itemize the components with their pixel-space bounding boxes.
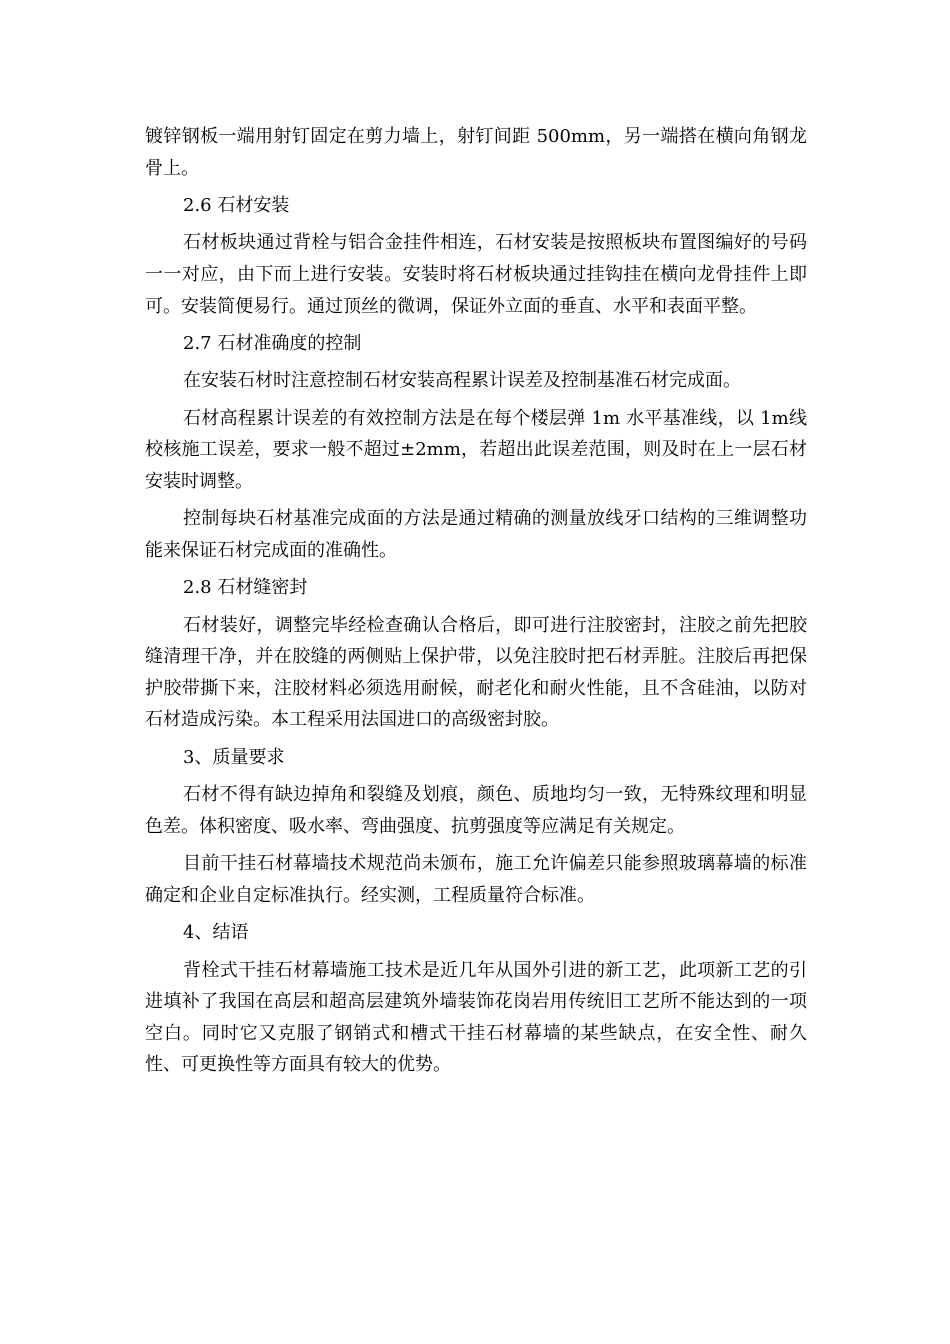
paragraph-steel-plate-fixing: 镀锌钢板一端用射钉固定在剪力墙上，射钉间距 500mm，另一端搭在横向角钢龙骨上。 bbox=[145, 126, 807, 179]
paragraph-accuracy-intro: 在安装石材时注意控制石材安装高程累计误差及控制基准石材完成面。 bbox=[183, 370, 741, 392]
paragraph-stone-quality: 石材不得有缺边掉角和裂缝及划痕，颜色、质地均匀一致，无特殊纹理和明显色差。体积密度、吸水率、弯曲强度、抗剪强度等应满足有关规定。 bbox=[145, 784, 807, 837]
paragraph-joint-sealing: 石材装好，调整完毕经检查确认合格后，即可进行注胶密封，注胶之前先把胶缝清理干净，并在胶缝的两侧贴上保护带，以免注胶时把石材弄脏。注胶后再把保护胶带撕下来，注胶材料必须选用耐候，耐老化和耐火性能，且不含硅油，以防对石材造成污染。本工程采用法国进口的高级密封胶。 bbox=[145, 614, 807, 731]
heading-2-6-stone-installation: 2.6 石材安装 bbox=[183, 194, 290, 216]
document-page bbox=[145, 121, 807, 1087]
heading-2-8-joint-sealing: 2.8 石材缝密封 bbox=[183, 577, 308, 599]
heading-2-7-accuracy-control: 2.7 石材准确度的控制 bbox=[183, 332, 362, 354]
paragraph-elevation-error-control: 石材高程累计误差的有效控制方法是在每个楼层弹 1m 水平基准线，以 1m线校核施工误差，要求一般不超过±2mm，若超出此误差范围，则及时在上一层石材安装时调整。 bbox=[145, 407, 807, 492]
heading-4-conclusion: 4、结语 bbox=[183, 922, 249, 944]
heading-3-quality-requirements: 3、质量要求 bbox=[183, 746, 285, 768]
paragraph-tolerance-standard: 目前干挂石材幕墙技术规范尚未颁布，施工允许偏差只能参照玻璃幕墙的标准确定和企业自定标准执行。经实测，工程质量符合标准。 bbox=[145, 853, 807, 906]
paragraph-conclusion: 背栓式干挂石材幕墙施工技术是近几年从国外引进的新工艺，此项新工艺的引进填补了我国在高层和超高层建筑外墙装饰花岗岩用传统旧工艺所不能达到的一项空白。同时它又克服了钢销式和槽式干挂石材幕墙的某些缺点，在安全性、耐久性、可更换性等方面具有较大的优势。 bbox=[145, 959, 807, 1076]
paragraph-stone-installation: 石材板块通过背栓与铝合金挂件相连，石材安装是按照板块布置图编好的号码一一对应，由下而上进行安装。安装时将石材板块通过挂钩挂在横向龙骨挂件上即可。安装简便易行。通过顶丝的微调，保证外立面的垂直、水平和表面平整。 bbox=[145, 232, 807, 317]
paragraph-reference-surface-control: 控制每块石材基准完成面的方法是通过精确的测量放线牙口结构的三维调整功能来保证石材完成面的准确性。 bbox=[145, 508, 807, 561]
